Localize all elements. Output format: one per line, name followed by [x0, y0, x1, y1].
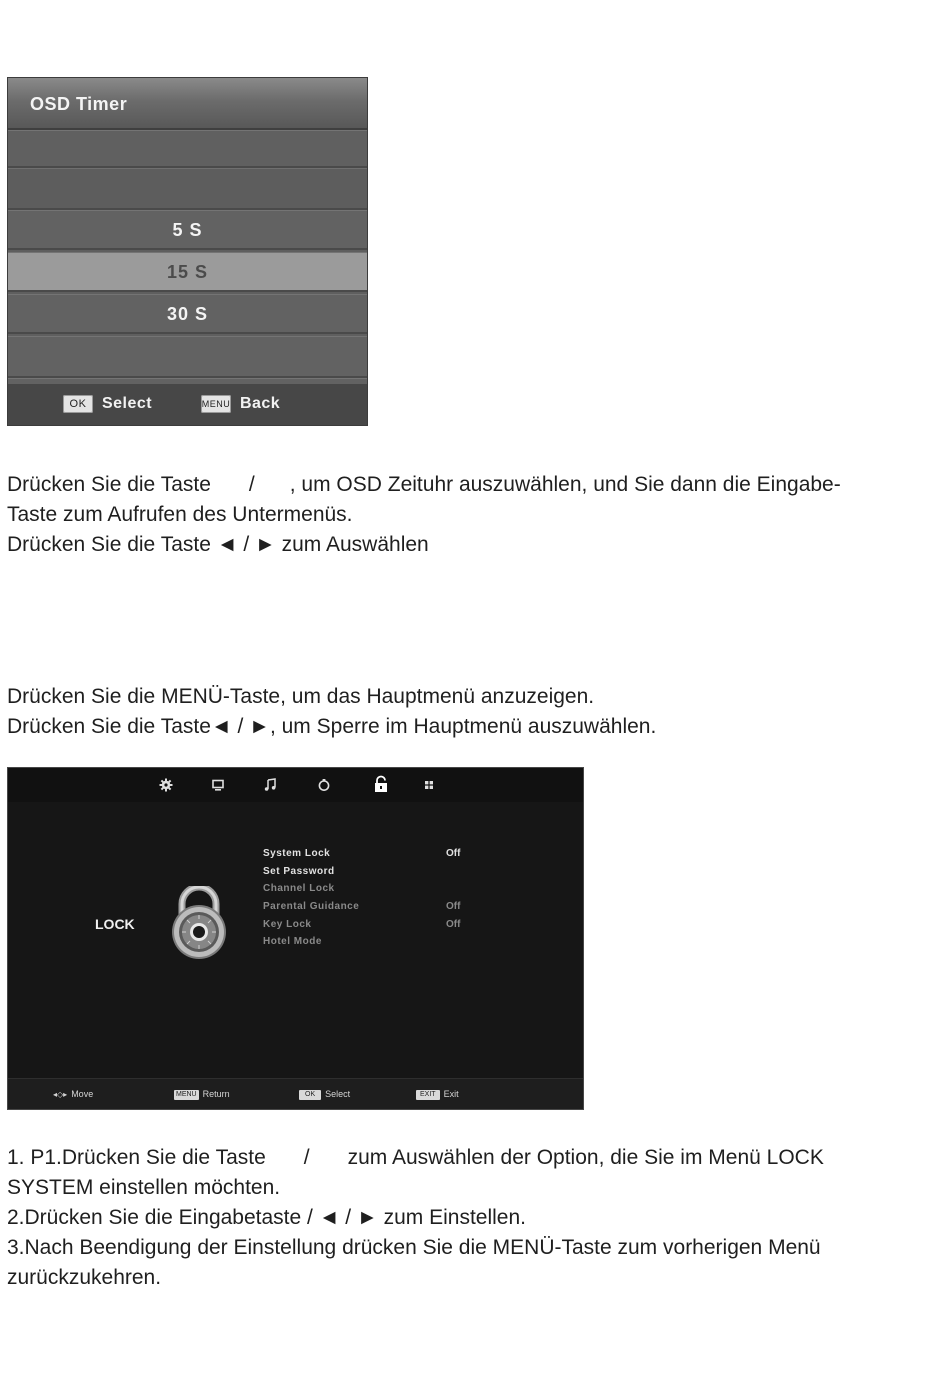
- instruction-paragraph-2: [7, 682, 656, 742]
- exit-key-icon: EXIT: [416, 1090, 440, 1100]
- instruction-text: Drücken Sie die Taste ◄ / ► zum Auswählen: [7, 533, 429, 556]
- osd-option-5s[interactable]: 5 S: [8, 210, 367, 250]
- parental-guidance-value: Off: [446, 901, 461, 912]
- move-arrows-icon: ◂◇▸: [53, 1090, 68, 1099]
- menu-tab-bar: [8, 768, 583, 802]
- instruction-text: Taste zum Aufrufen des Untermenüs.: [7, 503, 353, 526]
- lock-menu-screen: [7, 767, 584, 1110]
- menu-key-icon: MENU: [201, 395, 231, 413]
- select-hint: [299, 1089, 350, 1100]
- picture-settings-icon[interactable]: [158, 777, 174, 793]
- instruction-text: Drücken Sie die Taste◄ / ►, um Sperre im Hauptmenü auszuwählen.: [7, 715, 657, 738]
- combination-padlock-icon: [166, 886, 232, 962]
- instruction-paragraph-3: [7, 1143, 824, 1293]
- osd-option-15s-selected[interactable]: 15 S: [8, 252, 367, 292]
- exit-label: Exit: [443, 1089, 459, 1099]
- return-label: Return: [202, 1089, 230, 1099]
- osd-option-30s[interactable]: 30 S: [8, 294, 367, 334]
- menu-item-key-lock[interactable]: Key Lock: [263, 919, 312, 930]
- instruction-separator: /: [248, 473, 255, 496]
- osd-empty-row: [8, 130, 367, 168]
- instruction-text: 3.Nach Beendigung der Einstellung drücken Sie die MENÜ-Taste zum vorherigen Menü: [7, 1236, 821, 1259]
- osd-empty-row: [8, 336, 367, 378]
- music-note-icon[interactable]: [262, 777, 278, 793]
- exit-hint: [416, 1089, 459, 1100]
- lock-icon[interactable]: [372, 775, 390, 793]
- instruction-text: Drücken Sie die MENÜ-Taste, um das Hauptmenü anzuzeigen.: [7, 685, 595, 708]
- move-hint: [53, 1089, 93, 1099]
- instruction-text: SYSTEM einstellen möchten.: [7, 1176, 281, 1199]
- lock-section-label: LOCK: [95, 916, 135, 932]
- menu-item-system-lock[interactable]: System Lock: [263, 848, 331, 859]
- osd-timer-panel: [7, 77, 368, 426]
- menu-item-set-password[interactable]: Set Password: [263, 866, 335, 877]
- key-lock-value: Off: [446, 919, 461, 930]
- instruction-text: 2.Drücken Sie die Eingabetaste / ◄ / ► zum Einstellen.: [7, 1206, 526, 1229]
- app-grid-icon[interactable]: [421, 777, 437, 793]
- return-hint: [174, 1089, 230, 1100]
- screen-icon[interactable]: [210, 777, 226, 793]
- osd-select-label: Select: [101, 395, 153, 413]
- osd-timer-title: OSD Timer: [8, 78, 367, 130]
- menu-item-channel-lock[interactable]: Channel Lock: [263, 883, 335, 894]
- instruction-text: , um OSD Zeituhr auszuwählen, und Sie dann die Eingabe-: [289, 473, 841, 496]
- lock-menu-footer: [8, 1078, 583, 1110]
- instruction-text: 1. P1.Drücken Sie die Taste: [7, 1146, 266, 1169]
- instruction-paragraph-1: [7, 470, 841, 560]
- osd-footer: [8, 384, 367, 426]
- timer-icon[interactable]: [316, 777, 332, 793]
- ok-key-icon: OK: [299, 1090, 321, 1100]
- instruction-separator: /: [303, 1146, 310, 1169]
- instruction-text: zum Auswählen der Option, die Sie im Menü LOCK: [347, 1146, 824, 1169]
- osd-back-hint[interactable]: [201, 395, 280, 413]
- move-label: Move: [71, 1089, 94, 1099]
- osd-empty-row: [8, 168, 367, 210]
- menu-item-hotel-mode[interactable]: Hotel Mode: [263, 936, 322, 947]
- osd-back-label: Back: [239, 395, 281, 413]
- menu-item-parental-guidance[interactable]: Parental Guidance: [263, 901, 360, 912]
- ok-key-icon: OK: [63, 395, 93, 413]
- system-lock-value: Off: [446, 848, 461, 859]
- osd-select-hint[interactable]: [63, 395, 152, 413]
- menu-key-icon: MENU: [176, 1090, 197, 1098]
- instruction-text: zurückzukehren.: [7, 1266, 162, 1289]
- select-label: Select: [325, 1089, 351, 1099]
- instruction-text: Drücken Sie die Taste: [7, 473, 211, 496]
